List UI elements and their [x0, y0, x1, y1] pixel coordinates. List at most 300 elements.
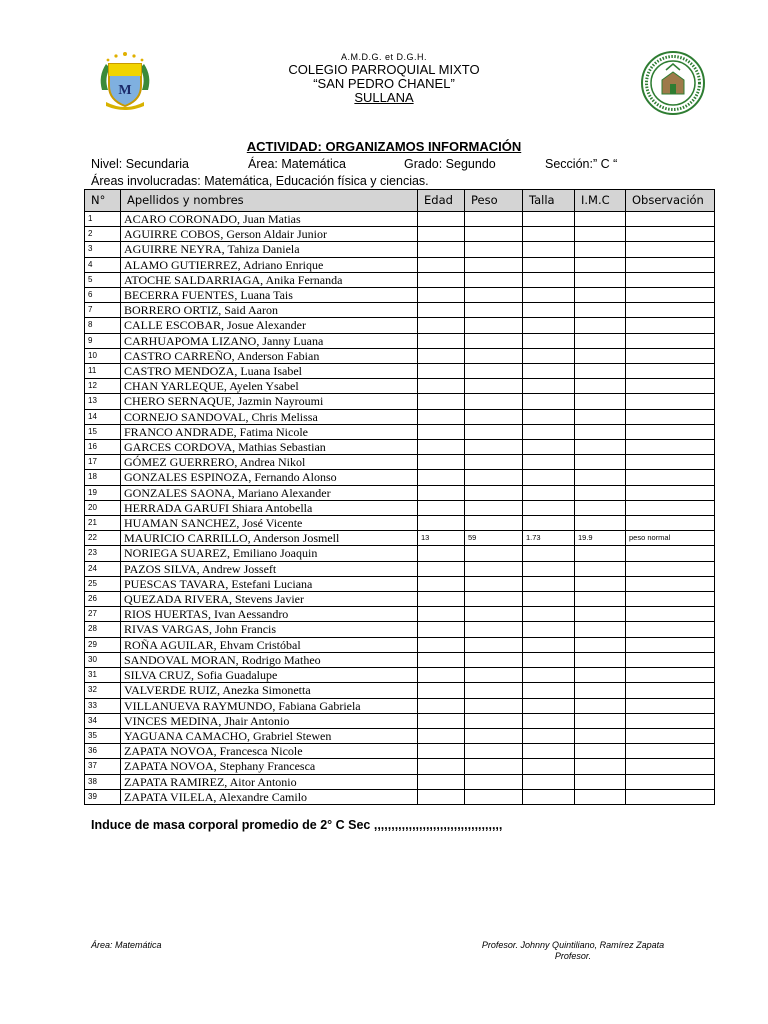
table-row	[85, 546, 715, 561]
age-cell	[418, 668, 465, 683]
weight-cell	[465, 637, 523, 652]
age-cell	[418, 637, 465, 652]
table-row	[85, 485, 715, 500]
table-row	[85, 242, 715, 257]
bmi-cell	[575, 379, 626, 394]
student-name: RIOS HUERTAS, Ivan Aessandro	[121, 607, 418, 622]
observation-cell	[626, 683, 715, 698]
grado-label: Grado: Segundo	[404, 157, 496, 171]
table-header-row	[85, 190, 715, 212]
observation-cell	[626, 455, 715, 470]
age-cell	[418, 485, 465, 500]
bmi-cell	[575, 409, 626, 424]
table-body	[85, 212, 715, 805]
observation-cell	[626, 516, 715, 531]
height-cell	[523, 379, 575, 394]
row-number: 23	[85, 546, 121, 561]
height-cell	[523, 698, 575, 713]
student-table	[84, 189, 715, 805]
imc-average-line: Induce de masa corporal promedio de 2° C Sec ,,,,,,,,,,,,,,,,,,,,,,,,,,,,,,,,,,,,,	[91, 818, 503, 832]
student-name: PUESCAS TAVARA, Estefani Luciana	[121, 576, 418, 591]
bmi-cell	[575, 348, 626, 363]
weight-cell	[465, 607, 523, 622]
height-cell	[523, 242, 575, 257]
height-cell	[523, 576, 575, 591]
age-cell	[418, 409, 465, 424]
row-number: 16	[85, 440, 121, 455]
bmi-cell	[575, 622, 626, 637]
bmi-cell	[575, 607, 626, 622]
table-row	[85, 683, 715, 698]
observation-cell	[626, 303, 715, 318]
school-name-line1: COLEGIO PARROQUIAL MIXTO	[288, 62, 480, 77]
age-cell	[418, 698, 465, 713]
table-row	[85, 470, 715, 485]
bmi-cell	[575, 318, 626, 333]
row-number: 28	[85, 622, 121, 637]
height-cell	[523, 212, 575, 227]
bmi-cell	[575, 713, 626, 728]
observation-cell	[626, 227, 715, 242]
student-name: ATOCHE SALDARRIAGA, Anika Fernanda	[121, 272, 418, 287]
row-number: 18	[85, 470, 121, 485]
footer-teacher	[468, 940, 678, 962]
observation-cell	[626, 744, 715, 759]
row-number: 5	[85, 272, 121, 287]
row-number: 11	[85, 364, 121, 379]
age-cell	[418, 728, 465, 743]
row-number: 6	[85, 288, 121, 303]
row-number: 1	[85, 212, 121, 227]
column-header: Talla	[523, 190, 575, 212]
height-cell	[523, 789, 575, 804]
table-row	[85, 288, 715, 303]
observation-cell	[626, 789, 715, 804]
weight-cell	[465, 470, 523, 485]
bmi-cell	[575, 637, 626, 652]
student-name: MAURICIO CARRILLO, Anderson Josmell	[121, 531, 418, 546]
observation-cell	[626, 546, 715, 561]
row-number: 29	[85, 637, 121, 652]
observation-cell	[626, 622, 715, 637]
area-label: Área: Matemática	[248, 157, 346, 171]
observation-cell	[626, 348, 715, 363]
student-name: VALVERDE RUIZ, Anezka Simonetta	[121, 683, 418, 698]
table-row	[85, 455, 715, 470]
weight-cell	[465, 546, 523, 561]
age-cell	[418, 561, 465, 576]
weight-cell	[465, 424, 523, 439]
height-cell	[523, 500, 575, 515]
table-row	[85, 728, 715, 743]
bmi-cell	[575, 257, 626, 272]
age-cell	[418, 652, 465, 667]
age-cell	[418, 774, 465, 789]
amdg-motto: A.M.D.G. et D.G.H.	[340, 52, 427, 62]
bmi-cell	[575, 576, 626, 591]
table-row	[85, 774, 715, 789]
observation-cell	[626, 485, 715, 500]
weight-cell	[465, 379, 523, 394]
student-name: CHERO SERNAQUE, Jazmin Nayroumi	[121, 394, 418, 409]
weight-cell	[465, 668, 523, 683]
observation-cell	[626, 500, 715, 515]
height-cell	[523, 546, 575, 561]
student-name: FRANCO ANDRADE, Fatima Nicole	[121, 424, 418, 439]
height-cell	[523, 455, 575, 470]
table-row	[85, 789, 715, 804]
observation-cell	[626, 272, 715, 287]
bmi-cell: 19.9	[575, 531, 626, 546]
age-cell	[418, 683, 465, 698]
age-cell	[418, 546, 465, 561]
table-row	[85, 318, 715, 333]
column-header: I.M.C	[575, 190, 626, 212]
table-row	[85, 257, 715, 272]
bmi-cell	[575, 728, 626, 743]
observation-cell: peso normal	[626, 531, 715, 546]
student-name: SANDOVAL MORAN, Rodrigo Matheo	[121, 652, 418, 667]
age-cell	[418, 470, 465, 485]
bmi-cell	[575, 500, 626, 515]
row-number: 12	[85, 379, 121, 394]
weight-cell	[465, 561, 523, 576]
table-row	[85, 440, 715, 455]
row-number: 37	[85, 759, 121, 774]
student-name: CALLE ESCOBAR, Josue Alexander	[121, 318, 418, 333]
column-header: Apellidos y nombres	[121, 190, 418, 212]
height-cell	[523, 592, 575, 607]
student-name: AGUIRRE COBOS, Gerson Aldair Junior	[121, 227, 418, 242]
age-cell	[418, 789, 465, 804]
svg-text:M: M	[118, 83, 132, 98]
student-name: ZAPATA RAMIREZ, Aitor Antonio	[121, 774, 418, 789]
row-number: 9	[85, 333, 121, 348]
student-name: CASTRO MENDOZA, Luana Isabel	[121, 364, 418, 379]
height-cell	[523, 272, 575, 287]
observation-cell	[626, 257, 715, 272]
height-cell	[523, 607, 575, 622]
table-row	[85, 227, 715, 242]
bmi-cell	[575, 227, 626, 242]
observation-cell	[626, 728, 715, 743]
bmi-cell	[575, 774, 626, 789]
weight-cell	[465, 409, 523, 424]
table-row	[85, 272, 715, 287]
weight-cell	[465, 744, 523, 759]
row-number: 26	[85, 592, 121, 607]
bmi-cell	[575, 440, 626, 455]
age-cell	[418, 242, 465, 257]
row-number: 22	[85, 531, 121, 546]
age-cell	[418, 348, 465, 363]
table-row	[85, 561, 715, 576]
student-name: PAZOS SILVA, Andrew Josseft	[121, 561, 418, 576]
age-cell	[418, 500, 465, 515]
observation-cell	[626, 212, 715, 227]
table-row	[85, 500, 715, 515]
student-name: AGUIRRE NEYRA, Tahiza Daniela	[121, 242, 418, 257]
bmi-cell	[575, 516, 626, 531]
observation-cell	[626, 364, 715, 379]
height-cell	[523, 364, 575, 379]
weight-cell	[465, 652, 523, 667]
height-cell	[523, 683, 575, 698]
table-row	[85, 668, 715, 683]
weight-cell	[465, 348, 523, 363]
bmi-cell	[575, 698, 626, 713]
height-cell	[523, 227, 575, 242]
observation-cell	[626, 592, 715, 607]
student-name: GÓMEZ GUERRERO, Andrea Nikol	[121, 455, 418, 470]
weight-cell	[465, 227, 523, 242]
table-row	[85, 303, 715, 318]
activity-title: ACTIVIDAD: ORGANIZAMOS INFORMACIÓN	[246, 139, 522, 154]
height-cell	[523, 713, 575, 728]
height-cell	[523, 424, 575, 439]
observation-cell	[626, 318, 715, 333]
observation-cell	[626, 668, 715, 683]
age-cell	[418, 227, 465, 242]
student-name: BORRERO ORTIZ, Said Aaron	[121, 303, 418, 318]
bmi-cell	[575, 789, 626, 804]
height-cell	[523, 485, 575, 500]
age-cell	[418, 303, 465, 318]
observation-cell	[626, 637, 715, 652]
weight-cell	[465, 683, 523, 698]
row-number: 27	[85, 607, 121, 622]
table-row	[85, 348, 715, 363]
weight-cell	[465, 728, 523, 743]
table-row	[85, 607, 715, 622]
table-row	[85, 576, 715, 591]
student-name: YAGUANA CAMACHO, Grabriel Stewen	[121, 728, 418, 743]
weight-cell	[465, 333, 523, 348]
height-cell	[523, 257, 575, 272]
weight-cell	[465, 774, 523, 789]
student-name: CHAN YARLEQUE, Ayelen Ysabel	[121, 379, 418, 394]
height-cell	[523, 652, 575, 667]
weight-cell	[465, 622, 523, 637]
observation-cell	[626, 394, 715, 409]
age-cell	[418, 212, 465, 227]
bmi-cell	[575, 333, 626, 348]
age-cell	[418, 759, 465, 774]
age-cell	[418, 622, 465, 637]
row-number: 31	[85, 668, 121, 683]
height-cell: 1.73	[523, 531, 575, 546]
weight-cell	[465, 455, 523, 470]
student-name: VINCES MEDINA, Jhair Antonio	[121, 713, 418, 728]
bmi-cell	[575, 561, 626, 576]
column-header: Edad	[418, 190, 465, 212]
row-number: 13	[85, 394, 121, 409]
weight-cell	[465, 500, 523, 515]
table-row	[85, 379, 715, 394]
observation-cell	[626, 759, 715, 774]
bmi-cell	[575, 364, 626, 379]
weight-cell	[465, 212, 523, 227]
age-cell	[418, 318, 465, 333]
bmi-cell	[575, 485, 626, 500]
weight-cell	[465, 440, 523, 455]
height-cell	[523, 440, 575, 455]
bmi-cell	[575, 592, 626, 607]
row-number: 2	[85, 227, 121, 242]
student-name: HERRADA GARUFI Shiara Antobella	[121, 500, 418, 515]
row-number: 25	[85, 576, 121, 591]
row-number: 10	[85, 348, 121, 363]
bmi-cell	[575, 455, 626, 470]
bmi-cell	[575, 470, 626, 485]
school-city: SULLANA	[354, 90, 414, 105]
observation-cell	[626, 576, 715, 591]
height-cell	[523, 318, 575, 333]
height-cell	[523, 668, 575, 683]
weight-cell	[465, 592, 523, 607]
nivel-label: Nivel: Secundaria	[91, 157, 189, 171]
student-name: ZAPATA VILELA, Alexandre Camilo	[121, 789, 418, 804]
age-cell	[418, 592, 465, 607]
row-number: 30	[85, 652, 121, 667]
table-row	[85, 333, 715, 348]
table-row	[85, 364, 715, 379]
height-cell	[523, 561, 575, 576]
observation-cell	[626, 288, 715, 303]
height-cell	[523, 774, 575, 789]
observation-cell	[626, 242, 715, 257]
weight-cell	[465, 576, 523, 591]
student-name: GARCES CORDOVA, Mathias Sebastian	[121, 440, 418, 455]
row-number: 17	[85, 455, 121, 470]
row-number: 36	[85, 744, 121, 759]
observation-cell	[626, 409, 715, 424]
row-number: 21	[85, 516, 121, 531]
teacher-name: Profesor. Johnny Quintiliano, Ramírez Zapata	[481, 940, 665, 950]
student-name: ROÑA AGUILAR, Ehvam Cristóbal	[121, 637, 418, 652]
weight-cell	[465, 394, 523, 409]
height-cell	[523, 637, 575, 652]
observation-cell	[626, 774, 715, 789]
height-cell	[523, 288, 575, 303]
bmi-cell	[575, 288, 626, 303]
areas-involucradas: Áreas involucradas: Matemática, Educación física y ciencias.	[91, 174, 429, 188]
observation-cell	[626, 713, 715, 728]
bmi-cell	[575, 668, 626, 683]
weight-cell	[465, 713, 523, 728]
student-name: GONZALES ESPINOZA, Fernando Alonso	[121, 470, 418, 485]
student-name: SILVA CRUZ, Sofia Guadalupe	[121, 668, 418, 683]
height-cell	[523, 303, 575, 318]
table-row	[85, 637, 715, 652]
student-name: NORIEGA SUAREZ, Emiliano Joaquin	[121, 546, 418, 561]
height-cell	[523, 409, 575, 424]
bmi-cell	[575, 272, 626, 287]
table-row	[85, 531, 715, 546]
age-cell	[418, 272, 465, 287]
age-cell	[418, 576, 465, 591]
row-number: 14	[85, 409, 121, 424]
weight-cell	[465, 485, 523, 500]
height-cell	[523, 728, 575, 743]
footer-area: Área: Matemática	[91, 940, 162, 950]
age-cell	[418, 744, 465, 759]
age-cell	[418, 288, 465, 303]
student-name: QUEZADA RIVERA, Stevens Javier	[121, 592, 418, 607]
age-cell	[418, 379, 465, 394]
age-cell: 13	[418, 531, 465, 546]
weight-cell	[465, 242, 523, 257]
student-name: HUAMAN SANCHEZ, José Vicente	[121, 516, 418, 531]
row-number: 4	[85, 257, 121, 272]
table-row	[85, 698, 715, 713]
student-name: VILLANUEVA RAYMUNDO, Fabiana Gabriela	[121, 698, 418, 713]
student-name: RIVAS VARGAS, John Francis	[121, 622, 418, 637]
weight-cell	[465, 257, 523, 272]
row-number: 3	[85, 242, 121, 257]
student-name: CORNEJO SANDOVAL, Chris Melissa	[121, 409, 418, 424]
row-number: 34	[85, 713, 121, 728]
age-cell	[418, 333, 465, 348]
student-name: CASTRO CARREÑO, Anderson Fabian	[121, 348, 418, 363]
row-number: 24	[85, 561, 121, 576]
row-number: 19	[85, 485, 121, 500]
bmi-cell	[575, 744, 626, 759]
weight-cell: 59	[465, 531, 523, 546]
age-cell	[418, 257, 465, 272]
age-cell	[418, 713, 465, 728]
bmi-cell	[575, 759, 626, 774]
student-name: BECERRA FUENTES, Luana Tais	[121, 288, 418, 303]
column-header: Observación	[626, 190, 715, 212]
student-name: CARHUAPOMA LIZANO, Janny Luana	[121, 333, 418, 348]
weight-cell	[465, 364, 523, 379]
age-cell	[418, 455, 465, 470]
observation-cell	[626, 440, 715, 455]
weight-cell	[465, 759, 523, 774]
table-row	[85, 713, 715, 728]
age-cell	[418, 364, 465, 379]
column-header: Peso	[465, 190, 523, 212]
student-name: ZAPATA NOVOA, Stephany Francesca	[121, 759, 418, 774]
table-row	[85, 394, 715, 409]
row-number: 35	[85, 728, 121, 743]
observation-cell	[626, 333, 715, 348]
height-cell	[523, 333, 575, 348]
table-row	[85, 409, 715, 424]
weight-cell	[465, 516, 523, 531]
observation-cell	[626, 379, 715, 394]
row-number: 15	[85, 424, 121, 439]
row-number: 20	[85, 500, 121, 515]
height-cell	[523, 348, 575, 363]
row-number: 7	[85, 303, 121, 318]
bmi-cell	[575, 394, 626, 409]
table-row	[85, 424, 715, 439]
weight-cell	[465, 272, 523, 287]
school-name-line2: “SAN PEDRO CHANEL”	[313, 76, 455, 91]
height-cell	[523, 744, 575, 759]
weight-cell	[465, 288, 523, 303]
table-row	[85, 759, 715, 774]
weight-cell	[465, 698, 523, 713]
age-cell	[418, 394, 465, 409]
table-row	[85, 212, 715, 227]
row-number: 39	[85, 789, 121, 804]
table-row	[85, 516, 715, 531]
height-cell	[523, 394, 575, 409]
seccion-label: Sección:” C “	[545, 157, 618, 171]
